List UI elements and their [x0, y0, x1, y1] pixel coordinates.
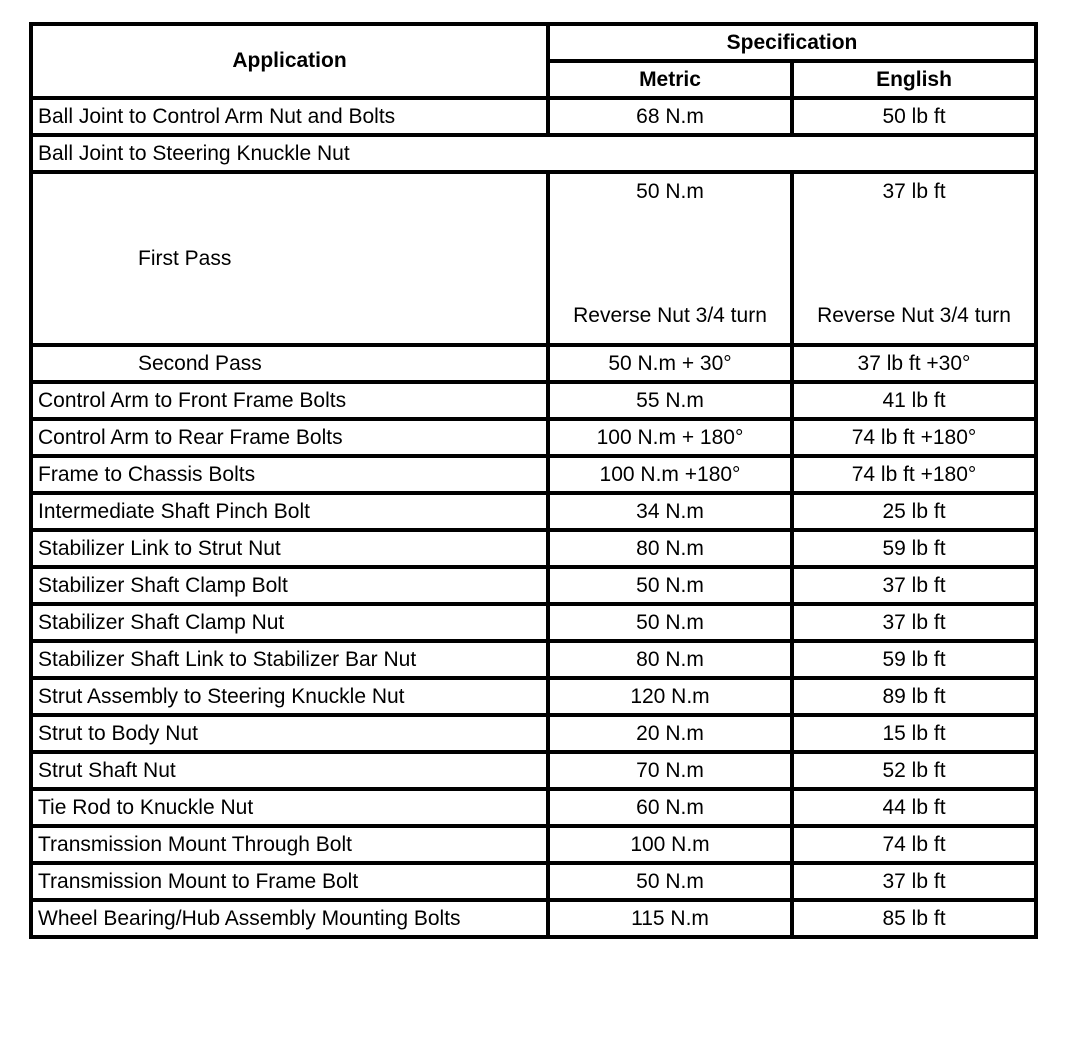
- application-cell: Ball Joint to Control Arm Nut and Bolts: [31, 98, 548, 135]
- application-cell: Tie Rod to Knuckle Nut: [31, 789, 548, 826]
- application-cell: Second Pass: [31, 345, 548, 382]
- metric-cell: 100 N.m +180°: [548, 456, 792, 493]
- metric-cell: 34 N.m: [548, 493, 792, 530]
- application-cell: Stabilizer Shaft Clamp Bolt: [31, 567, 548, 604]
- application-cell: Stabilizer Shaft Link to Stabilizer Bar Nut: [31, 641, 548, 678]
- table-row: [31, 419, 1036, 456]
- table-row: [31, 382, 1036, 419]
- table-row: [31, 715, 1036, 752]
- english-cell: 25 lb ft: [792, 493, 1036, 530]
- english-cell: 59 lb ft: [792, 530, 1036, 567]
- header-application: Application: [31, 24, 548, 98]
- english-cell: [792, 172, 1036, 345]
- english-note: Reverse Nut 3/4 turn: [817, 304, 1011, 327]
- table-row: [31, 567, 1036, 604]
- table-row: [31, 530, 1036, 567]
- metric-cell: 55 N.m: [548, 382, 792, 419]
- table-row: [31, 826, 1036, 863]
- metric-value: 50 N.m: [636, 180, 704, 203]
- table-row: [31, 752, 1036, 789]
- metric-cell: 50 N.m: [548, 567, 792, 604]
- table-row: [31, 493, 1036, 530]
- english-cell: 74 lb ft +180°: [792, 419, 1036, 456]
- english-cell: 37 lb ft +30°: [792, 345, 1036, 382]
- english-cell: 37 lb ft: [792, 863, 1036, 900]
- application-cell: First Pass: [31, 172, 548, 345]
- english-cell: 44 lb ft: [792, 789, 1036, 826]
- english-cell: 37 lb ft: [792, 604, 1036, 641]
- application-cell: Ball Joint to Steering Knuckle Nut: [31, 135, 1036, 172]
- application-cell: Strut to Body Nut: [31, 715, 548, 752]
- table-row: [31, 604, 1036, 641]
- metric-cell: 100 N.m + 180°: [548, 419, 792, 456]
- english-cell: 74 lb ft +180°: [792, 456, 1036, 493]
- application-cell: Strut Shaft Nut: [31, 752, 548, 789]
- english-cell: 74 lb ft: [792, 826, 1036, 863]
- table-row: [31, 135, 1036, 172]
- table-row: [31, 641, 1036, 678]
- metric-cell: [548, 172, 792, 345]
- english-cell: 52 lb ft: [792, 752, 1036, 789]
- english-cell: 89 lb ft: [792, 678, 1036, 715]
- application-cell: Stabilizer Link to Strut Nut: [31, 530, 548, 567]
- metric-cell: 115 N.m: [548, 900, 792, 937]
- english-cell: 59 lb ft: [792, 641, 1036, 678]
- application-cell: Control Arm to Front Frame Bolts: [31, 382, 548, 419]
- application-cell: Wheel Bearing/Hub Assembly Mounting Bolts: [31, 900, 548, 937]
- english-cell: 15 lb ft: [792, 715, 1036, 752]
- table-body: [31, 98, 1036, 937]
- metric-cell: 50 N.m: [548, 863, 792, 900]
- table-row: [31, 678, 1036, 715]
- metric-cell: 70 N.m: [548, 752, 792, 789]
- header-english: English: [792, 61, 1036, 98]
- metric-cell: 20 N.m: [548, 715, 792, 752]
- metric-cell: 50 N.m + 30°: [548, 345, 792, 382]
- table-row: [31, 345, 1036, 382]
- header-metric: Metric: [548, 61, 792, 98]
- metric-cell: 100 N.m: [548, 826, 792, 863]
- table-row: [31, 789, 1036, 826]
- application-cell: Transmission Mount to Frame Bolt: [31, 863, 548, 900]
- metric-cell: 120 N.m: [548, 678, 792, 715]
- application-cell: Frame to Chassis Bolts: [31, 456, 548, 493]
- torque-spec-table: [29, 22, 1038, 939]
- table-row: [31, 900, 1036, 937]
- header-specification: Specification: [548, 24, 1036, 61]
- metric-cell: 80 N.m: [548, 530, 792, 567]
- english-cell: 50 lb ft: [792, 98, 1036, 135]
- application-cell: Stabilizer Shaft Clamp Nut: [31, 604, 548, 641]
- metric-cell: 68 N.m: [548, 98, 792, 135]
- metric-cell: 80 N.m: [548, 641, 792, 678]
- metric-note: Reverse Nut 3/4 turn: [573, 304, 767, 327]
- metric-cell: 60 N.m: [548, 789, 792, 826]
- application-cell: Intermediate Shaft Pinch Bolt: [31, 493, 548, 530]
- english-value: 37 lb ft: [882, 180, 946, 203]
- table-row: [31, 172, 1036, 345]
- table-row: [31, 456, 1036, 493]
- english-cell: 41 lb ft: [792, 382, 1036, 419]
- application-cell: Strut Assembly to Steering Knuckle Nut: [31, 678, 548, 715]
- metric-cell: 50 N.m: [548, 604, 792, 641]
- application-cell: Transmission Mount Through Bolt: [31, 826, 548, 863]
- table-row: [31, 98, 1036, 135]
- table-row: [31, 863, 1036, 900]
- application-cell: Control Arm to Rear Frame Bolts: [31, 419, 548, 456]
- english-cell: 85 lb ft: [792, 900, 1036, 937]
- english-cell: 37 lb ft: [792, 567, 1036, 604]
